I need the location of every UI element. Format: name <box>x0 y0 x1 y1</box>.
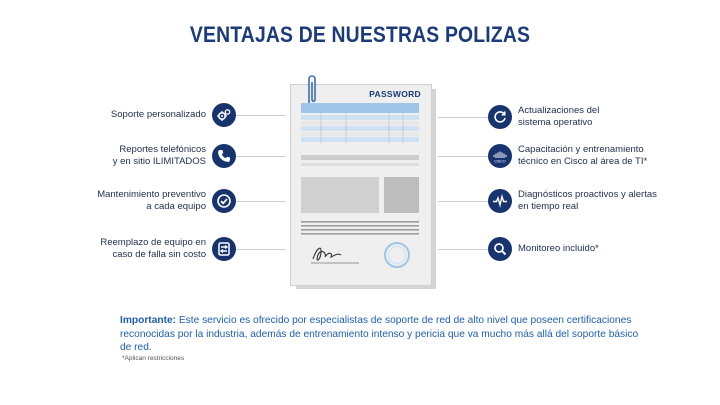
document-illustration <box>291 85 431 285</box>
feature-mantenimiento <box>36 189 286 213</box>
policy-document <box>290 84 432 286</box>
important-text: Este servicio es ofrecido por especialistas de soporte de red de alto nivel que poseen certificaciones reconocidas por la industria, además de entrenamiento intenso y pericia que va mucho más allá del soporte básico de red. <box>120 315 639 353</box>
feature-label: Monitoreo incluido* <box>518 243 599 254</box>
feature-label: Capacitación y entrenamiento técnico en Cisco al área de TI* <box>518 144 648 167</box>
connector-line <box>236 201 286 202</box>
page-title: VENTAJAS DE NUESTRAS POLIZAS <box>189 22 531 47</box>
pulse-icon <box>488 189 512 213</box>
connector-line <box>438 156 488 157</box>
paperclip-icon <box>305 73 319 107</box>
feature-reportes <box>36 144 286 168</box>
phone-icon <box>212 144 236 168</box>
feature-capacitacion <box>438 144 668 168</box>
feature-label: Mantenimiento preventivo a cada equipo <box>97 189 206 212</box>
footnote: *Aplican restricciones <box>122 355 185 362</box>
svg-text:CISCO: CISCO <box>494 159 506 164</box>
checkmark-icon <box>212 189 236 213</box>
swap-icon <box>212 237 236 261</box>
important-note <box>120 314 640 355</box>
feature-soporte-personalizado <box>36 103 286 127</box>
refresh-icon <box>488 105 512 129</box>
feature-label: Diagnósticos proactivos y alertas en tiempo real <box>518 189 657 212</box>
connector-line <box>438 117 488 118</box>
important-prefix: Importante: <box>120 315 177 326</box>
search-icon <box>488 237 512 261</box>
gears-icon <box>212 103 236 127</box>
document-logo: PASSWORD <box>369 89 421 99</box>
connector-line <box>236 156 286 157</box>
connector-line <box>236 249 286 250</box>
cisco-icon <box>488 144 512 168</box>
connector-line <box>236 115 286 116</box>
connector-line <box>438 249 488 250</box>
feature-label: Reportes telefónicos y en sitio ILIMITADOS <box>112 144 206 167</box>
feature-label: Actualizaciones del sistema operativo <box>518 105 600 128</box>
feature-diagnosticos <box>438 189 668 213</box>
feature-reemplazo <box>36 237 286 261</box>
feature-monitoreo <box>438 237 668 261</box>
feature-label: Soporte personalizado <box>110 109 206 120</box>
connector-line <box>438 201 488 202</box>
feature-label: Reemplazo de equipo en caso de falla sin costo <box>100 237 206 260</box>
feature-actualizaciones <box>438 105 668 129</box>
signature-mark <box>313 248 341 260</box>
